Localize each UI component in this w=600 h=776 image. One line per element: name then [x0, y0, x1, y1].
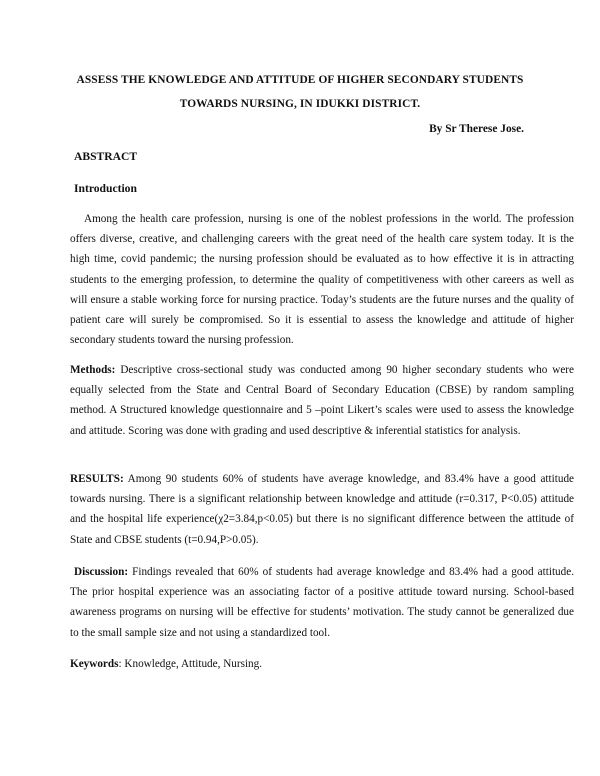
results-label: RESULTS:: [70, 473, 124, 485]
title-line-2: TOWARDS NURSING, IN IDUKKI DISTRICT.: [179, 98, 421, 110]
discussion-text: Findings revealed that 60% of students had average knowledge and 83.4% had a good attitude. The prior hospital experience was an associating factor of a positive attitude toward nursing. School-based awareness programs on nursing will be effective for students’ motivation. The study cannot be generalized due to the small sample size and not using a standardized tool.: [70, 566, 574, 639]
introduction-paragraph: Among the health care profession, nursing is one of the noblest professions in the world. The profession offers diverse, creative, and challenging careers with the great need of the health care system today. It is the high time, covid pandemic; the nursing profession should be evaluated as to how effective it is in attracting students to the emerging profession, to determine the quality of competitiveness with other careers as well as will ensure a stable working force for nursing practice. Today’s students are the future nurses and the quality of patient care will surely be compromised. So it is essential to assess the knowledge and attitude of higher secondary students toward the nursing profession.: [70, 213, 574, 347]
title-line-1: ASSESS THE KNOWLEDGE AND ATTITUDE OF HIGHER SECONDARY STUDENTS: [76, 74, 524, 86]
results-paragraph: [70, 469, 574, 550]
discussion-label: Discussion:: [74, 566, 129, 578]
keywords-text: : Knowledge, Attitude, Nursing.: [118, 658, 263, 670]
keywords-line: [70, 654, 574, 674]
methods-label: Methods:: [70, 364, 116, 376]
results-text: Among 90 students 60% of students have average knowledge, and 83.4% have a good attitude towards nursing. There is a significant relationship between knowledge and attitude (r=0.317, P<0.05) attitude and the hospital life experience(χ2=3.84,p<0.05) but there is no significant difference between the attitude of State and CBSE students (t=0.94,P>0.05).: [70, 473, 574, 546]
paper-title: [60, 68, 540, 116]
keywords-label: Keywords: [70, 658, 119, 670]
methods-text: Descriptive cross-sectional study was conducted among 90 higher secondary students who were equally selected from the State and Central Board of Secondary Education (CBSE) by random sampling method. A Structured knowledge questionnaire and 5 –point Likert’s scales were used to assess the knowledge and attitude. Scoring was done with grading and used descriptive & inferential statistics for analysis.: [70, 364, 574, 437]
author-line: By Sr Therese Jose.: [429, 123, 524, 135]
abstract-heading: ABSTRACT: [74, 150, 138, 163]
introduction-heading: Introduction: [74, 182, 137, 195]
methods-paragraph: [70, 360, 574, 441]
discussion-paragraph: [70, 562, 574, 643]
